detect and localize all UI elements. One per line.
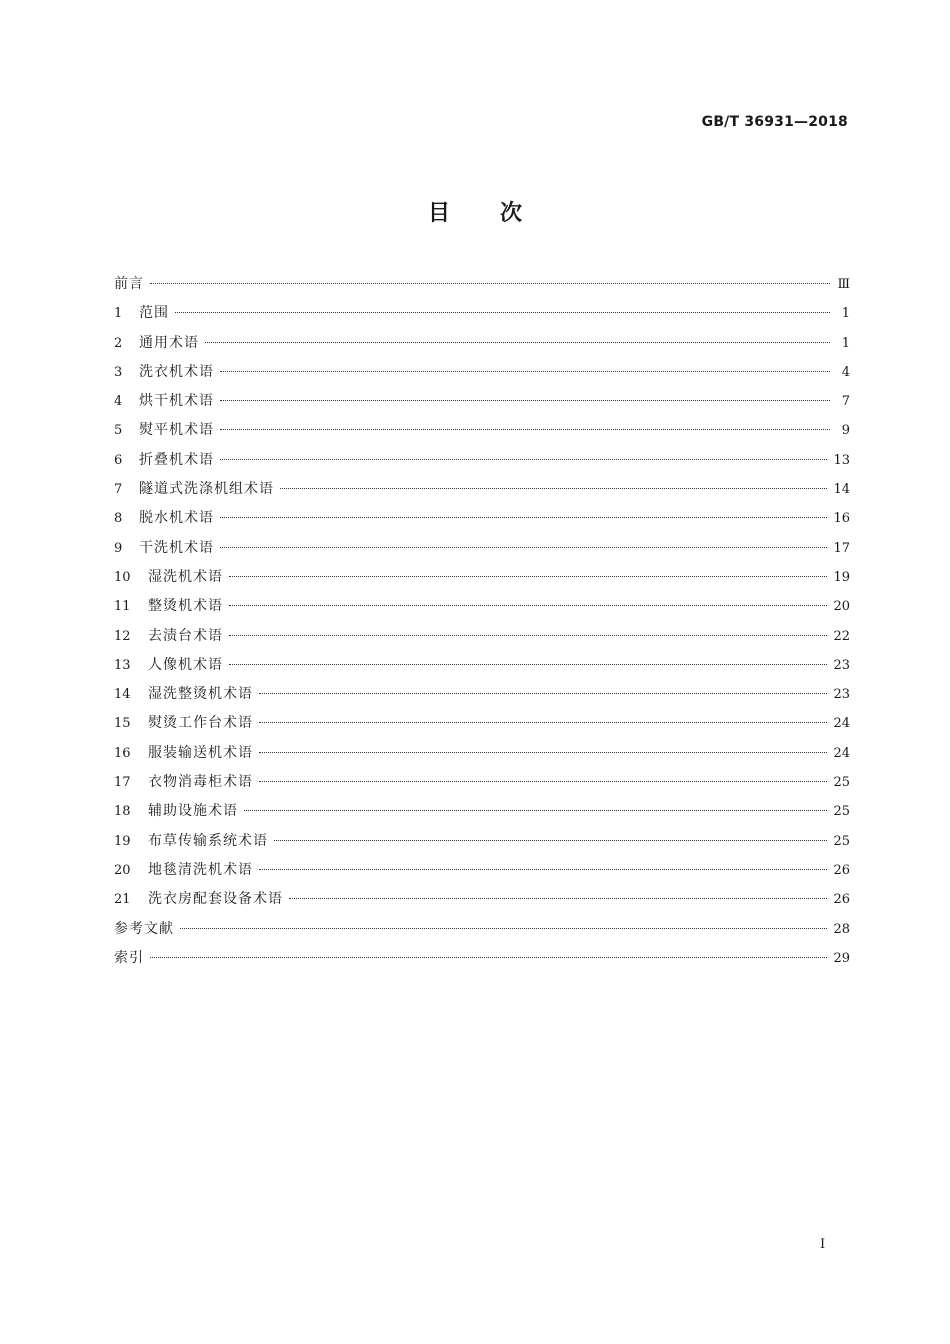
toc-entry[interactable] xyxy=(114,712,850,741)
toc-entry-page: 17 xyxy=(833,540,850,556)
toc-entry[interactable] xyxy=(114,361,850,390)
toc-dot-leader xyxy=(220,429,830,430)
toc-dot-leader xyxy=(220,459,827,460)
toc-entry-number: 14 xyxy=(114,687,131,703)
toc-entry-number: 17 xyxy=(114,775,131,791)
toc-entry-label: 布草传输系统术语 xyxy=(148,832,268,849)
toc-entry-label: 参考文献 xyxy=(114,920,174,937)
toc-entry[interactable] xyxy=(114,566,850,595)
toc-entry-number: 11 xyxy=(114,599,131,615)
toc-entry-page: 19 xyxy=(833,569,850,585)
toc-dot-leader xyxy=(274,840,827,841)
toc-entry-label: 烘干机术语 xyxy=(139,393,214,410)
toc-dot-leader xyxy=(180,928,827,929)
toc-entry[interactable] xyxy=(114,507,850,536)
standard-code: GB/T 36931—2018 xyxy=(701,114,848,130)
toc-entry-label: 辅助设施术语 xyxy=(148,803,238,820)
toc-entry[interactable] xyxy=(114,771,850,800)
toc-entry-label: 干洗机术语 xyxy=(139,539,214,556)
toc-entry-label: 通用术语 xyxy=(139,334,199,351)
page-title: 目次 xyxy=(427,201,572,226)
toc-entry-page: 25 xyxy=(833,804,850,820)
toc-entry[interactable] xyxy=(114,654,850,683)
toc-dot-leader xyxy=(259,722,827,723)
toc-entry-label: 去渍台术语 xyxy=(148,627,223,644)
toc-entry[interactable] xyxy=(114,537,850,566)
toc-entry-number: 7 xyxy=(114,482,123,498)
toc-dot-leader xyxy=(220,371,830,372)
toc-entry[interactable] xyxy=(114,419,850,448)
toc-entry-number: 1 xyxy=(114,306,123,322)
toc-dot-leader xyxy=(280,488,827,489)
toc-entry-label: 洗衣机术语 xyxy=(139,363,214,380)
toc-entry[interactable] xyxy=(114,800,850,829)
toc-entry[interactable] xyxy=(114,449,850,478)
toc-entry-label: 折叠机术语 xyxy=(139,451,214,468)
toc-entry-page: 25 xyxy=(833,833,850,849)
toc-dot-leader xyxy=(220,517,827,518)
toc-entry-label: 熨平机术语 xyxy=(139,422,214,439)
toc-entry-page: 23 xyxy=(833,687,850,703)
toc-entry-page: 26 xyxy=(833,892,850,908)
toc-entry-label: 脱水机术语 xyxy=(139,510,214,527)
toc-entry-number: 13 xyxy=(114,657,131,673)
toc-entry-number: 15 xyxy=(114,716,131,732)
toc-entry-label: 索引 xyxy=(114,949,144,966)
toc-entry-number: 4 xyxy=(114,394,123,410)
toc-entry-page: 1 xyxy=(841,306,850,322)
toc-entry[interactable] xyxy=(114,478,850,507)
toc-entry[interactable] xyxy=(114,273,850,302)
toc-entry[interactable] xyxy=(114,830,850,859)
toc-dot-leader xyxy=(229,635,827,636)
toc-entry-page: 24 xyxy=(833,716,850,732)
toc-entry-page: 4 xyxy=(841,364,850,380)
toc-entry-page: 9 xyxy=(841,423,850,439)
toc-entry-number: 10 xyxy=(114,569,131,585)
toc-entry-label: 地毯清洗机术语 xyxy=(148,861,253,878)
toc-dot-leader xyxy=(259,752,827,753)
toc-entry[interactable] xyxy=(114,742,850,771)
toc-entry-page: 16 xyxy=(833,511,850,527)
toc-entry-page: 23 xyxy=(833,657,850,673)
toc-entry-number: 9 xyxy=(114,540,123,556)
toc-entry-number: 20 xyxy=(114,862,131,878)
toc-dot-leader xyxy=(229,664,827,665)
toc-entry-label: 服装输送机术语 xyxy=(148,744,253,761)
toc-dot-leader xyxy=(244,810,827,811)
toc-entry-page: 29 xyxy=(833,950,850,966)
toc-entry-page: 14 xyxy=(833,482,850,498)
toc-entry-label: 熨烫工作台术语 xyxy=(148,715,253,732)
toc-dot-leader xyxy=(229,576,827,577)
toc-entry-page: Ⅲ xyxy=(837,277,850,292)
toc-entry-page: 28 xyxy=(833,921,850,937)
toc-entry[interactable] xyxy=(114,302,850,331)
toc-entry-number: 21 xyxy=(114,892,131,908)
toc-entry-number: 3 xyxy=(114,364,123,380)
toc-entry[interactable] xyxy=(114,888,850,917)
toc-entry-number: 18 xyxy=(114,804,131,820)
toc-entry-page: 13 xyxy=(833,452,850,468)
toc-entry-label: 湿洗机术语 xyxy=(148,568,223,585)
toc-entry[interactable] xyxy=(114,918,850,947)
toc-dot-leader xyxy=(259,869,827,870)
toc-entry[interactable] xyxy=(114,390,850,419)
toc-entry[interactable] xyxy=(114,625,850,654)
toc-entry-number: 2 xyxy=(114,335,123,351)
toc-entry[interactable] xyxy=(114,859,850,888)
toc-dot-leader xyxy=(175,312,830,313)
toc-dot-leader xyxy=(259,693,827,694)
toc-entry-label: 湿洗整烫机术语 xyxy=(148,686,253,703)
toc-entry-page: 22 xyxy=(833,628,850,644)
toc-entry-number: 8 xyxy=(114,511,123,527)
toc-entry-page: 1 xyxy=(841,335,850,351)
toc-entry-label: 前言 xyxy=(114,276,144,292)
toc-entry-label: 隧道式洗涤机组术语 xyxy=(139,481,274,498)
toc-dot-leader xyxy=(205,342,830,343)
toc-dot-leader xyxy=(150,957,827,958)
toc-entry-number: 6 xyxy=(114,452,123,468)
toc-entry-label: 洗衣房配套设备术语 xyxy=(148,891,283,908)
toc-entry-number: 5 xyxy=(114,423,123,439)
toc-entry[interactable] xyxy=(114,683,850,712)
toc-entry-page: 24 xyxy=(833,745,850,761)
toc-entry-number: 19 xyxy=(114,833,131,849)
toc-entry-page: 20 xyxy=(833,599,850,615)
table-of-contents xyxy=(114,273,850,976)
toc-dot-leader xyxy=(220,547,827,548)
toc-dot-leader xyxy=(289,898,827,899)
toc-entry-number: 16 xyxy=(114,745,131,761)
toc-entry-label: 整烫机术语 xyxy=(148,598,223,615)
toc-dot-leader xyxy=(259,781,827,782)
toc-dot-leader xyxy=(150,283,830,284)
toc-entry-page: 25 xyxy=(833,775,850,791)
toc-entry[interactable] xyxy=(114,332,850,361)
toc-entry-label: 范围 xyxy=(139,305,169,322)
toc-entry[interactable] xyxy=(114,947,850,976)
toc-entry-label: 衣物消毒柜术语 xyxy=(148,774,253,791)
toc-dot-leader xyxy=(229,605,827,606)
page-number: I xyxy=(820,1237,826,1252)
toc-entry-page: 7 xyxy=(841,394,850,410)
toc-entry-page: 26 xyxy=(833,862,850,878)
toc-entry[interactable] xyxy=(114,595,850,624)
toc-entry-number: 12 xyxy=(114,628,131,644)
toc-dot-leader xyxy=(220,400,830,401)
toc-entry-label: 人像机术语 xyxy=(148,656,223,673)
